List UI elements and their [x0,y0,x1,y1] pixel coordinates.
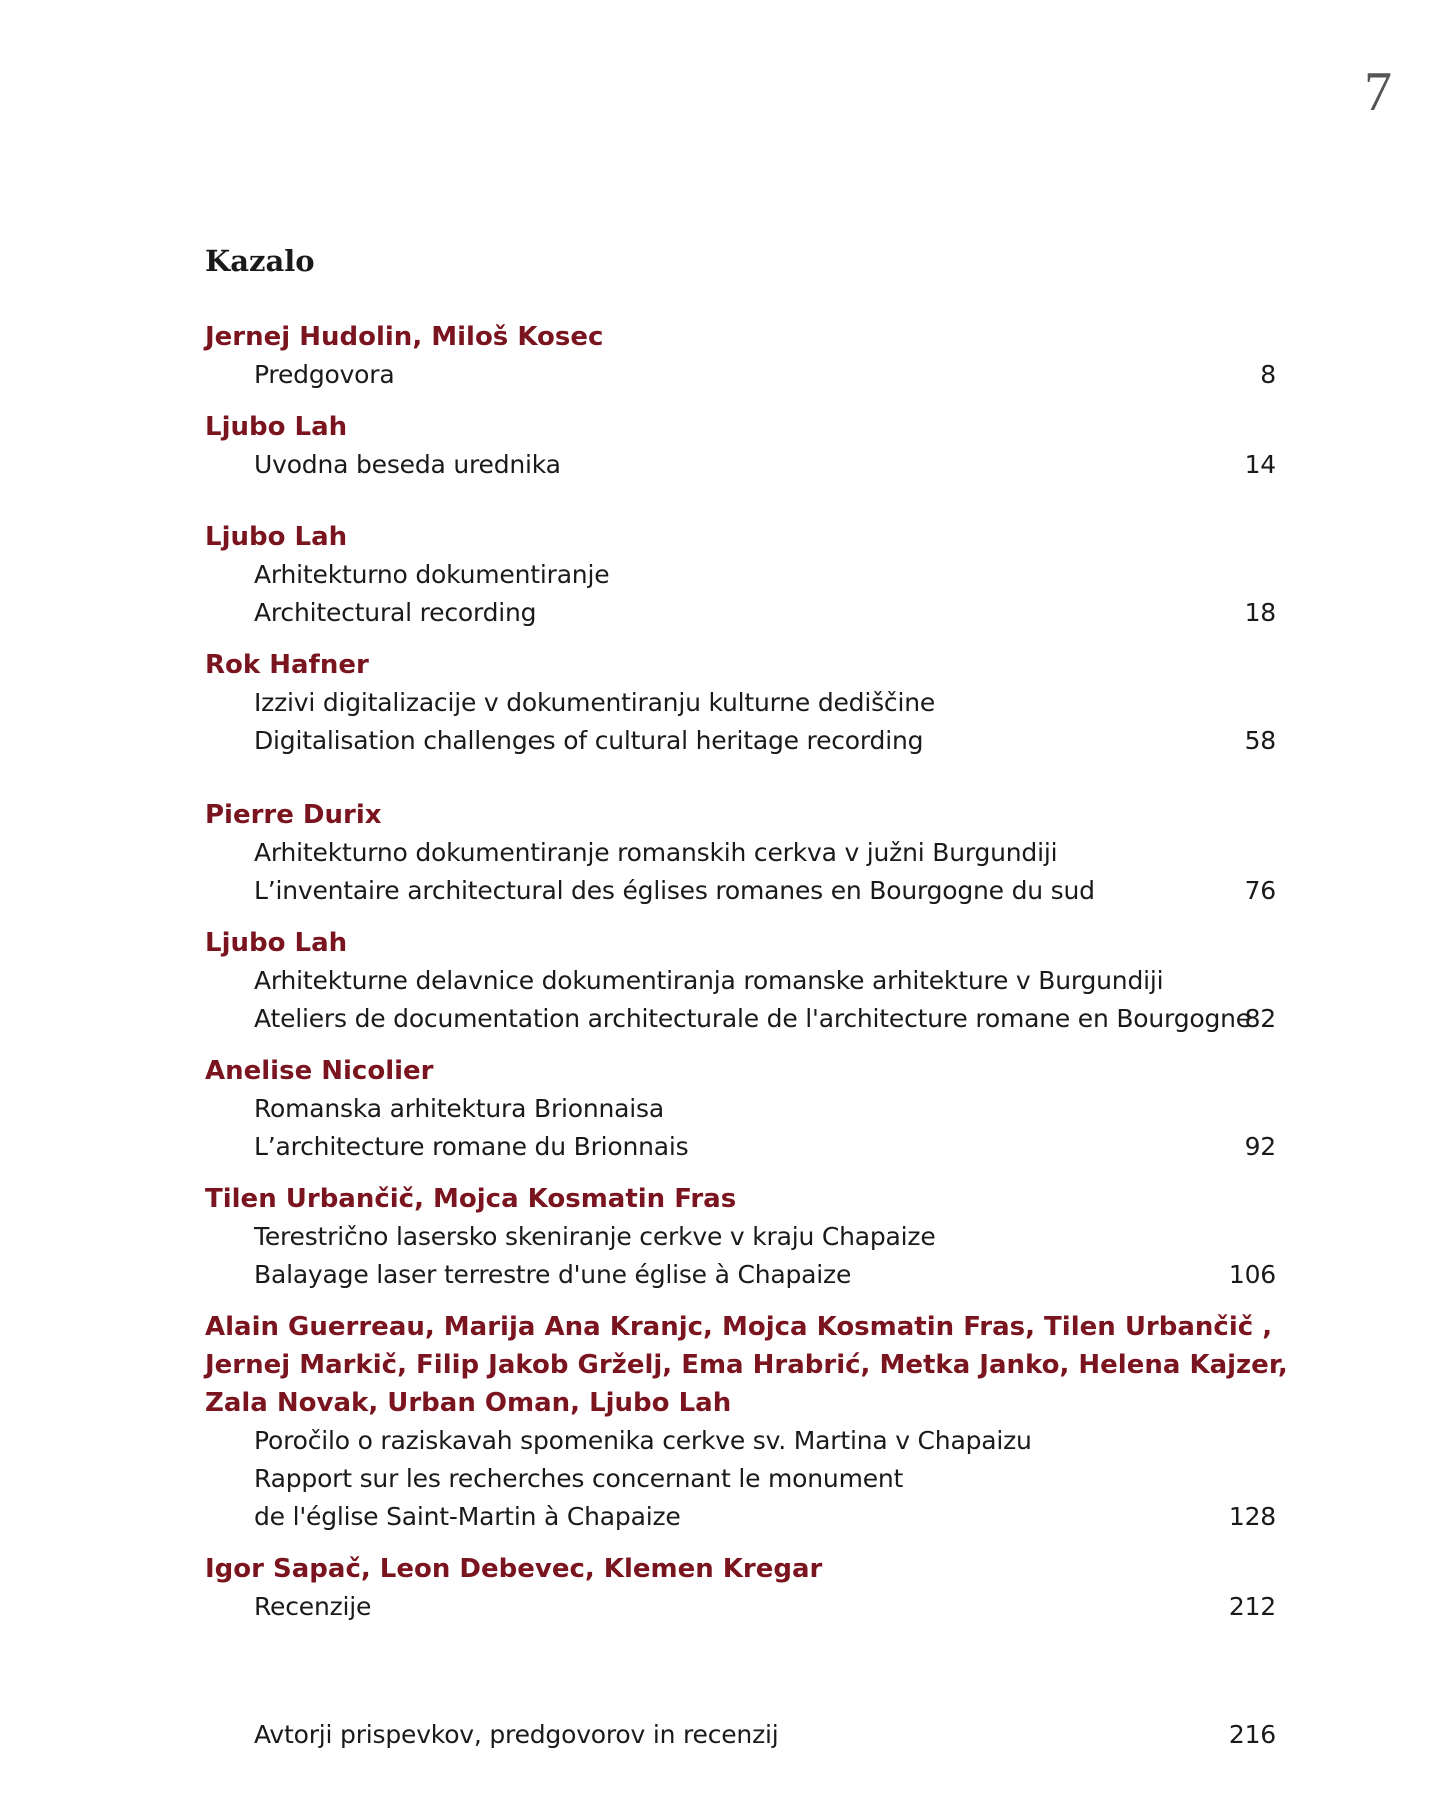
toc-entry-title [205,594,1276,632]
toc-entry-title-text: Predgovora [254,360,395,389]
toc-entry-title-text: Arhitekturne delavnice dokumentiranja romanske arhitekture v Burgundiji [254,966,1164,995]
toc-entry-page-number: 212 [1228,1592,1276,1621]
toc-entry-author: Tilen Urbančič, Mojca Kosmatin Fras [205,1184,737,1214]
toc-entry-title [205,1218,1276,1256]
toc-entry-author: Pierre Durix [205,800,382,830]
toc-entry[interactable] [205,1180,1276,1294]
toc-entry-title [205,1000,1276,1038]
toc-entry-title-text: Izzivi digitalizacije v dokumentiranju kulturne dediščine [254,688,936,717]
toc-entry-title [205,1460,1276,1498]
toc-entry-author: Jernej Markič, Filip Jakob Grželj, Ema Hrabrić, Metka Janko, Helena Kajzer, [205,1350,1288,1380]
toc-entry-page-number: 58 [1244,726,1276,755]
toc-entry-title [205,356,1276,394]
toc-entry-title [205,1090,1276,1128]
toc-entry-author: Zala Novak, Urban Oman, Ljubo Lah [205,1388,732,1418]
toc-entry-page-number: 106 [1228,1260,1276,1289]
toc-entry-page-number: 8 [1260,360,1276,389]
toc-entry-title-text: Recenzije [254,1592,372,1621]
toc-entry[interactable] [205,1550,1276,1626]
toc-entry-title-text: Terestrično lasersko skeniranje cerkve v kraju Chapaize [254,1222,936,1251]
toc-entry-author: Ljubo Lah [205,928,348,958]
toc-entry-title-text: Ateliers de documentation architecturale de l'architecture romane en Bourgogne [254,1004,1251,1033]
toc-entry-author: Alain Guerreau, Marija Ana Kranjc, Mojca Kosmatin Fras, Tilen Urbančič , [205,1312,1273,1342]
toc-entry-page-number: 82 [1244,1004,1276,1033]
toc-entry-title [205,1588,1276,1626]
toc-entry-title [205,684,1276,722]
toc-entry[interactable] [205,1052,1276,1166]
toc-entry-author: Jernej Hudolin, Miloš Kosec [205,322,604,352]
toc-heading: Kazalo [205,244,315,278]
toc-entry[interactable] [205,1308,1288,1536]
toc-entry-title [205,722,1276,760]
toc-entry[interactable] [205,518,1276,632]
toc-entry-title-text: Poročilo o raziskavah spomenika cerkve sv. Martina v Chapaizu [254,1426,1032,1455]
toc-entry-author: Rok Hafner [205,650,369,680]
toc-entry-title [205,1256,1276,1294]
toc-entry-title [205,1498,1276,1536]
toc-entry-page-number: 18 [1244,598,1276,627]
toc-entry-page-number: 128 [1228,1502,1276,1531]
toc-entry[interactable] [205,318,1276,394]
toc-entry-title-text: Architectural recording [254,598,537,627]
toc-entry-title [205,556,1276,594]
toc-entry-title-text: L’architecture romane du Brionnais [254,1132,689,1161]
toc-entry[interactable] [205,924,1276,1038]
toc-entry-title [205,872,1276,910]
toc-entry-page-number: 76 [1244,876,1276,905]
toc-entry-page-number: 92 [1244,1132,1276,1161]
toc-entry-title-text: Digitalisation challenges of cultural heritage recording [254,726,924,755]
toc-entry-title-text: Balayage laser terrestre d'une église à Chapaize [254,1260,852,1289]
toc-entry-page-number: 216 [1228,1720,1276,1749]
page-number: 7 [1364,61,1392,123]
toc-entry[interactable] [205,1716,1276,1754]
toc-entry-title-text: Avtorji prispevkov, predgovorov in recenzij [254,1720,779,1749]
toc-entry-page-number: 14 [1244,450,1276,479]
toc-entry-title-text: de l'église Saint-Martin à Chapaize [254,1502,681,1531]
toc-entry-title [205,1422,1276,1460]
toc-entry-title [205,1716,1276,1754]
toc-entry-title-text: Arhitekturno dokumentiranje romanskih cerkva v južni Burgundiji [254,838,1058,867]
toc-entry[interactable] [205,408,1276,484]
toc-entry-title-text: Arhitekturno dokumentiranje [254,560,610,589]
toc-entry-title-text: Uvodna beseda urednika [254,450,561,479]
toc-entry-author: Igor Sapač, Leon Debevec, Klemen Kregar [205,1554,823,1584]
toc-entry-title [205,962,1276,1000]
toc-entry-title [205,1128,1276,1166]
toc-entry-title-text: Romanska arhitektura Brionnaisa [254,1094,664,1123]
toc-entry[interactable] [205,646,1276,760]
toc-entry-title-text: Rapport sur les recherches concernant le monument [254,1464,904,1493]
toc-entry-title-text: L’inventaire architectural des églises romanes en Bourgogne du sud [254,876,1095,905]
toc-entry-title [205,446,1276,484]
toc-entry-author: Anelise Nicolier [205,1056,434,1086]
toc-entry-author: Ljubo Lah [205,412,348,442]
toc-entry-author: Ljubo Lah [205,522,348,552]
toc-entry[interactable] [205,796,1276,910]
toc-entry-title [205,834,1276,872]
